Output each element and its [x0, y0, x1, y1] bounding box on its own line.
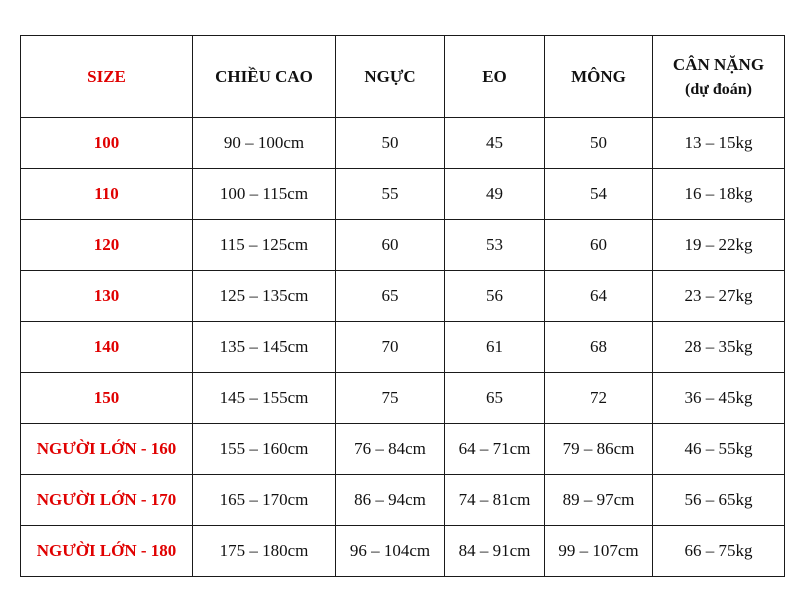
cell-chest: 75: [336, 373, 445, 424]
cell-height: 145 – 155cm: [193, 373, 336, 424]
cell-waist: 56: [445, 271, 545, 322]
cell-size: 120: [21, 220, 193, 271]
cell-weight: 66 – 75kg: [653, 526, 785, 577]
cell-weight: 36 – 45kg: [653, 373, 785, 424]
table-row: [21, 373, 785, 424]
header-height: CHIỀU CAO: [193, 36, 336, 118]
header-weight-label: CÂN NẶNG: [672, 54, 765, 74]
header-waist: EO: [445, 36, 545, 118]
cell-height: 155 – 160cm: [193, 424, 336, 475]
cell-chest: 96 – 104cm: [336, 526, 445, 577]
cell-height: 115 – 125cm: [193, 220, 336, 271]
cell-weight: 13 – 15kg: [653, 118, 785, 169]
cell-hip: 54: [545, 169, 653, 220]
cell-height: 165 – 170cm: [193, 475, 336, 526]
table-row: [21, 220, 785, 271]
cell-size: NGƯỜI LỚN - 160: [21, 424, 193, 475]
cell-waist: 64 – 71cm: [445, 424, 545, 475]
cell-waist: 84 – 91cm: [445, 526, 545, 577]
header-row: [21, 36, 785, 118]
table-row: [21, 526, 785, 577]
cell-size: 150: [21, 373, 193, 424]
cell-waist: 49: [445, 169, 545, 220]
cell-hip: 50: [545, 118, 653, 169]
cell-chest: 55: [336, 169, 445, 220]
header-hip: MÔNG: [545, 36, 653, 118]
cell-height: 125 – 135cm: [193, 271, 336, 322]
cell-size: NGƯỜI LỚN - 180: [21, 526, 193, 577]
cell-hip: 72: [545, 373, 653, 424]
cell-chest: 60: [336, 220, 445, 271]
cell-weight: 19 – 22kg: [653, 220, 785, 271]
table-row: [21, 322, 785, 373]
table-row: [21, 169, 785, 220]
cell-size: 140: [21, 322, 193, 373]
header-size: SIZE: [21, 36, 193, 118]
cell-chest: 76 – 84cm: [336, 424, 445, 475]
cell-weight: 46 – 55kg: [653, 424, 785, 475]
cell-waist: 74 – 81cm: [445, 475, 545, 526]
cell-weight: 16 – 18kg: [653, 169, 785, 220]
table-body: [21, 118, 785, 577]
cell-size: 100: [21, 118, 193, 169]
cell-hip: 64: [545, 271, 653, 322]
table-row: [21, 118, 785, 169]
header-weight: [653, 36, 785, 118]
cell-size: NGƯỜI LỚN - 170: [21, 475, 193, 526]
cell-hip: 99 – 107cm: [545, 526, 653, 577]
cell-height: 100 – 115cm: [193, 169, 336, 220]
table-row: [21, 271, 785, 322]
cell-chest: 50: [336, 118, 445, 169]
cell-size: 110: [21, 169, 193, 220]
cell-weight: 28 – 35kg: [653, 322, 785, 373]
cell-chest: 86 – 94cm: [336, 475, 445, 526]
header-chest: NGỰC: [336, 36, 445, 118]
cell-weight: 23 – 27kg: [653, 271, 785, 322]
cell-height: 175 – 180cm: [193, 526, 336, 577]
size-chart-table: [20, 35, 785, 577]
cell-hip: 79 – 86cm: [545, 424, 653, 475]
cell-waist: 53: [445, 220, 545, 271]
cell-waist: 45: [445, 118, 545, 169]
cell-weight: 56 – 65kg: [653, 475, 785, 526]
cell-hip: 68: [545, 322, 653, 373]
cell-chest: 65: [336, 271, 445, 322]
table-row: [21, 424, 785, 475]
cell-waist: 65: [445, 373, 545, 424]
cell-size: 130: [21, 271, 193, 322]
cell-waist: 61: [445, 322, 545, 373]
cell-chest: 70: [336, 322, 445, 373]
cell-hip: 60: [545, 220, 653, 271]
cell-height: 90 – 100cm: [193, 118, 336, 169]
header-weight-note: (dự đoán): [685, 80, 752, 98]
table-row: [21, 475, 785, 526]
cell-height: 135 – 145cm: [193, 322, 336, 373]
cell-hip: 89 – 97cm: [545, 475, 653, 526]
